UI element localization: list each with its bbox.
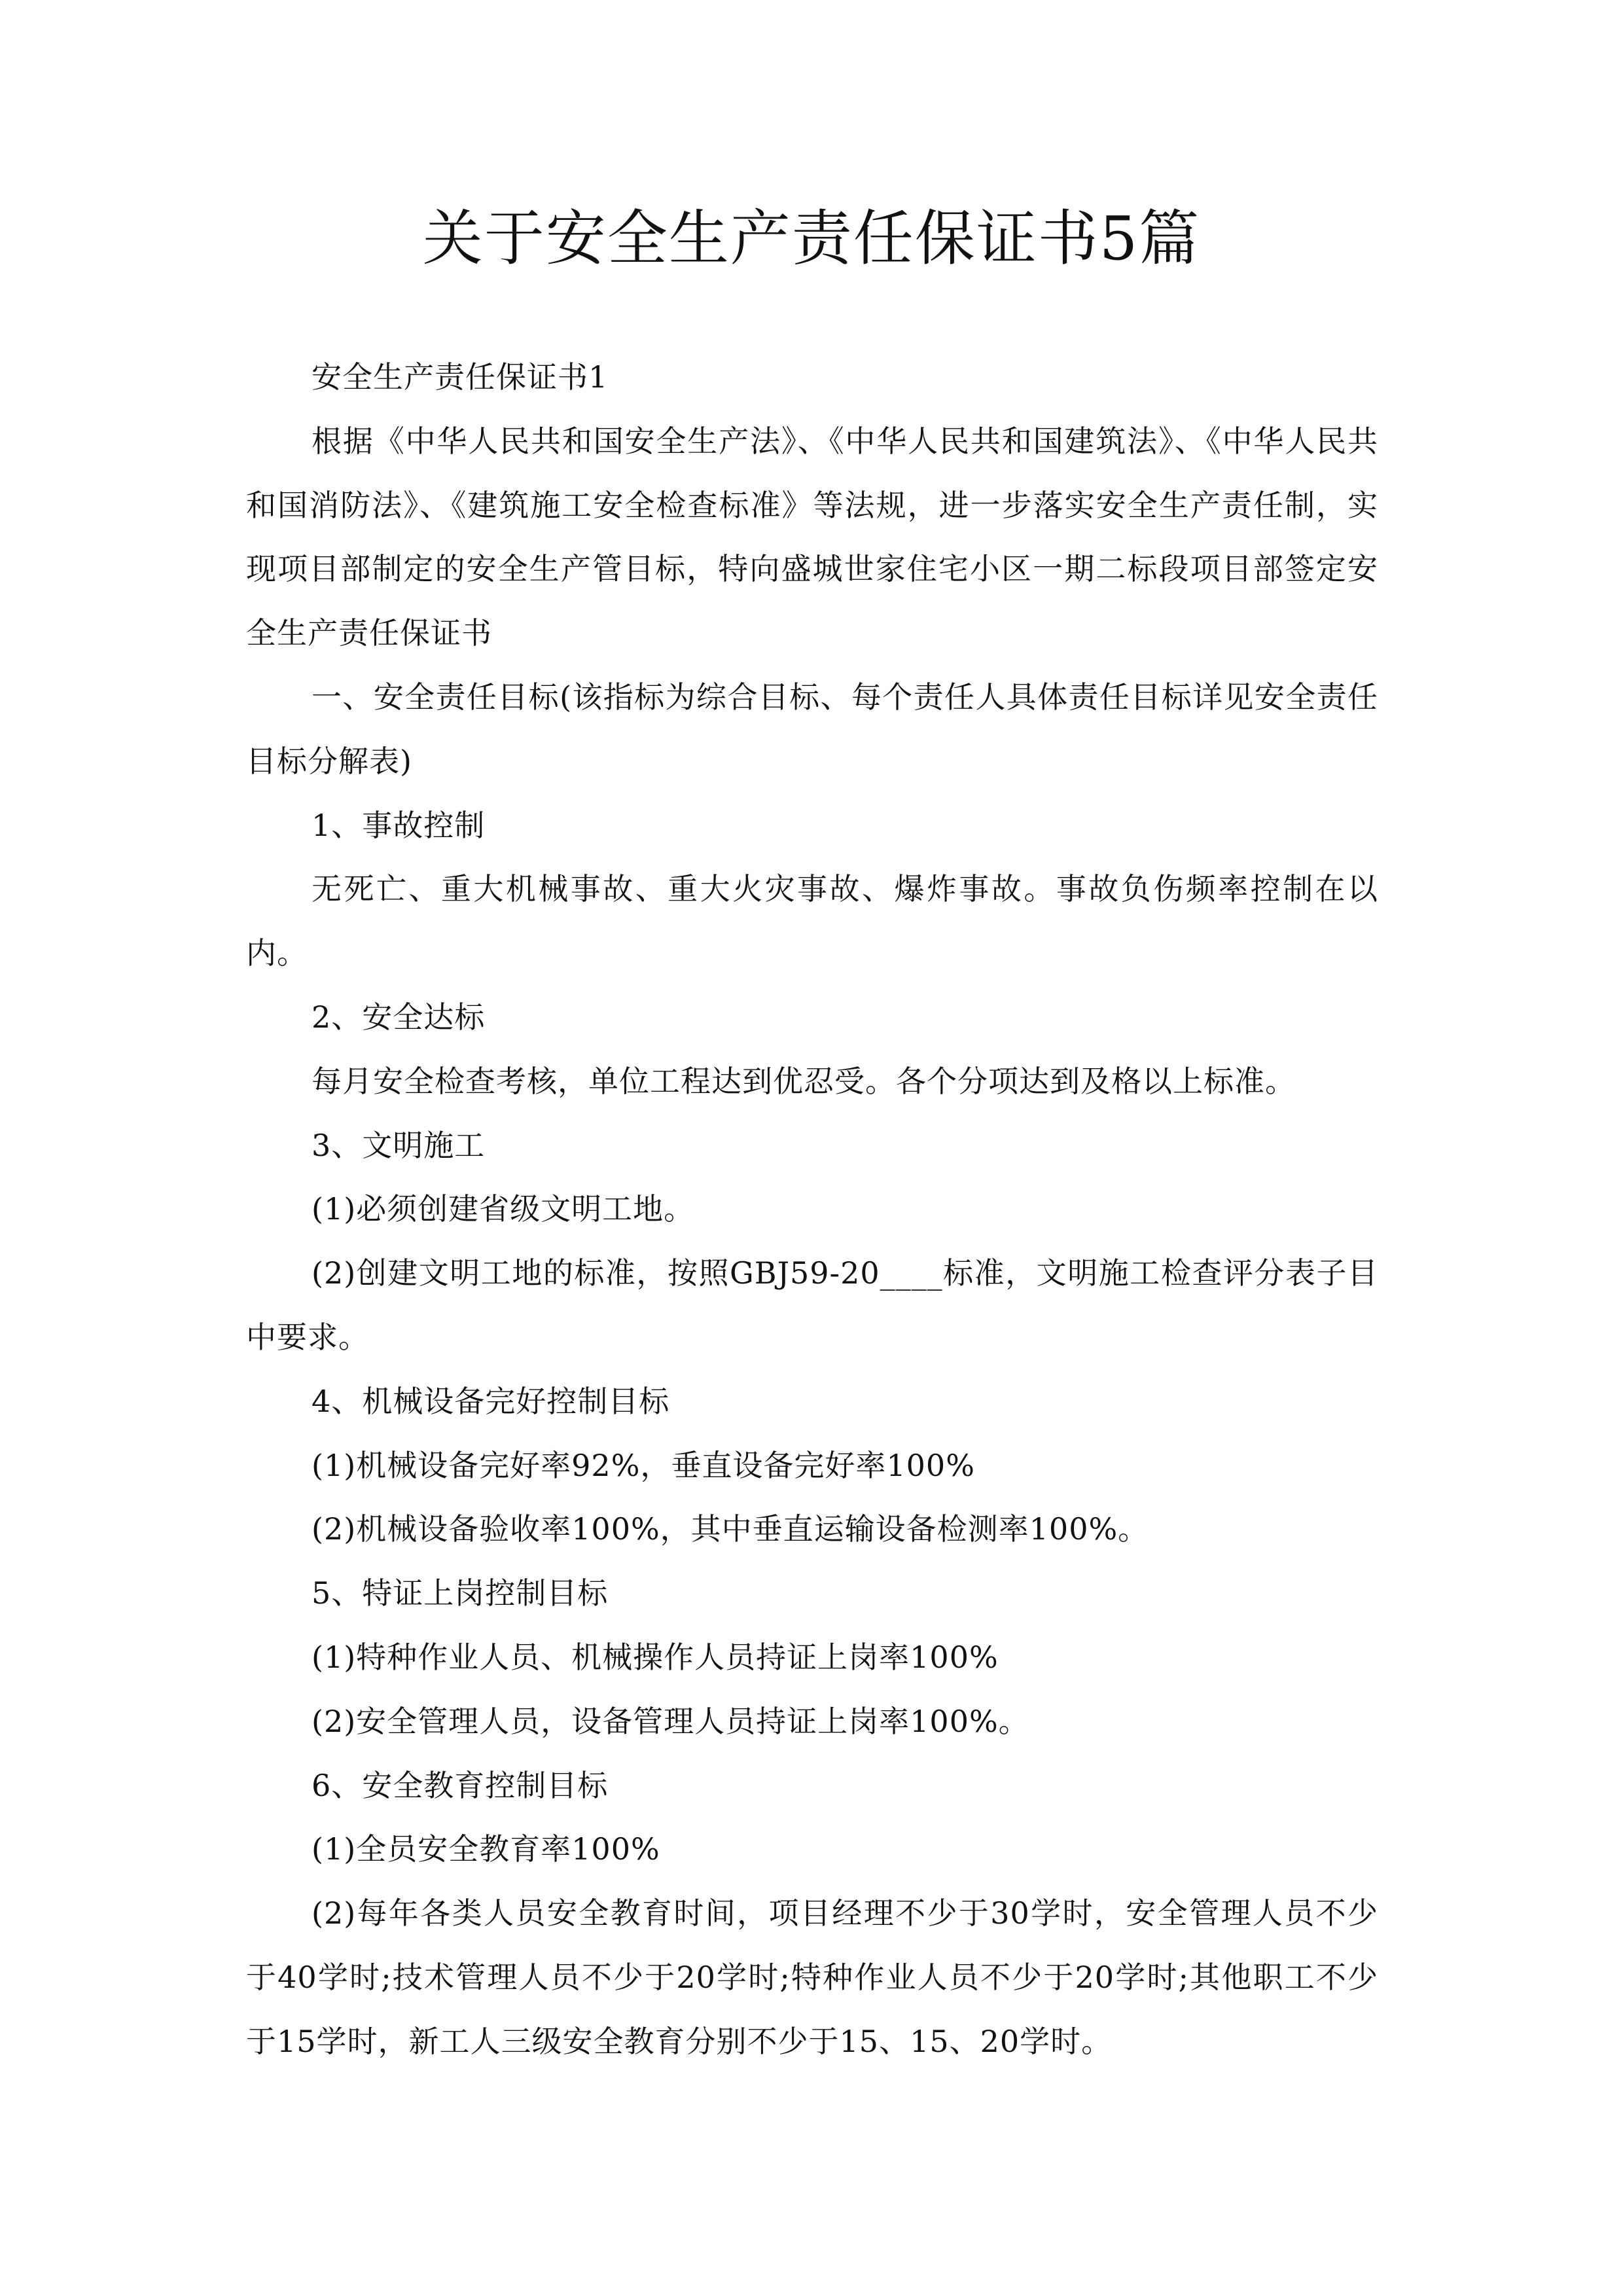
item-heading: 1、事故控制 (312, 807, 486, 843)
list-item: (2)机械设备验收率100%，其中垂直运输设备检测率100%。 (312, 1511, 1149, 1547)
list-item: (2)创建文明工地的标准，按照GBJ59-20____标准，文明施工检查评分表子目中要求。 (246, 1255, 1378, 1355)
item-heading: 2、安全达标 (312, 999, 486, 1035)
body-paragraph: 无死亡、重大机械事故、重大火灾事故、爆炸事故。事故负伤频率控制在以内。 (246, 871, 1378, 971)
body-paragraph: 根据《中华人民共和国安全生产法》、《中华人民共和国建筑法》、《中华人民共和国消防法》、《建筑施工安全检查标准》等法规，进一步落实安全生产责任制，实现项目部制定的安全生产管目标，特向盛城世家住宅小区一期二标段项目部签定安全生产责任保证书 (246, 423, 1378, 651)
item-heading: 4、机械设备完好控制目标 (312, 1383, 670, 1419)
section-heading: 一、安全责任目标(该指标为综合目标、每个责任人具体责任目标详见安全责任目标分解表) (246, 679, 1378, 779)
document-body (246, 346, 1378, 2074)
item-heading: 3、文明施工 (312, 1127, 486, 1163)
body-paragraph: 每月安全检查考核，单位工程达到优忍受。各个分项达到及格以上标准。 (312, 1063, 1296, 1099)
list-item: (1)必须创建省级文明工地。 (312, 1191, 695, 1227)
item-heading: 5、特证上岗控制目标 (312, 1575, 609, 1611)
item-heading: 6、安全教育控制目标 (312, 1767, 609, 1803)
list-item: (1)全员安全教育率100% (312, 1831, 660, 1867)
section-heading: 安全生产责任保证书1 (312, 359, 609, 395)
list-item: (2)每年各类人员安全教育时间，项目经理不少于30学时，安全管理人员不少于40学时;技术管理人员不少于20学时;特种作业人员不少于20学时;其他职工不少于15学时，新工人三级安全教育分别不少于15、15、20学时。 (246, 1895, 1378, 2059)
list-item: (1)特种作业人员、机械操作人员持证上岗率100% (312, 1639, 999, 1675)
list-item: (1)机械设备完好率92%，垂直设备完好率100% (312, 1447, 975, 1483)
document-title: 关于安全生产责任保证书5篇 (422, 204, 1201, 274)
list-item: (2)安全管理人员，设备管理人员持证上岗率100%。 (312, 1703, 1029, 1739)
